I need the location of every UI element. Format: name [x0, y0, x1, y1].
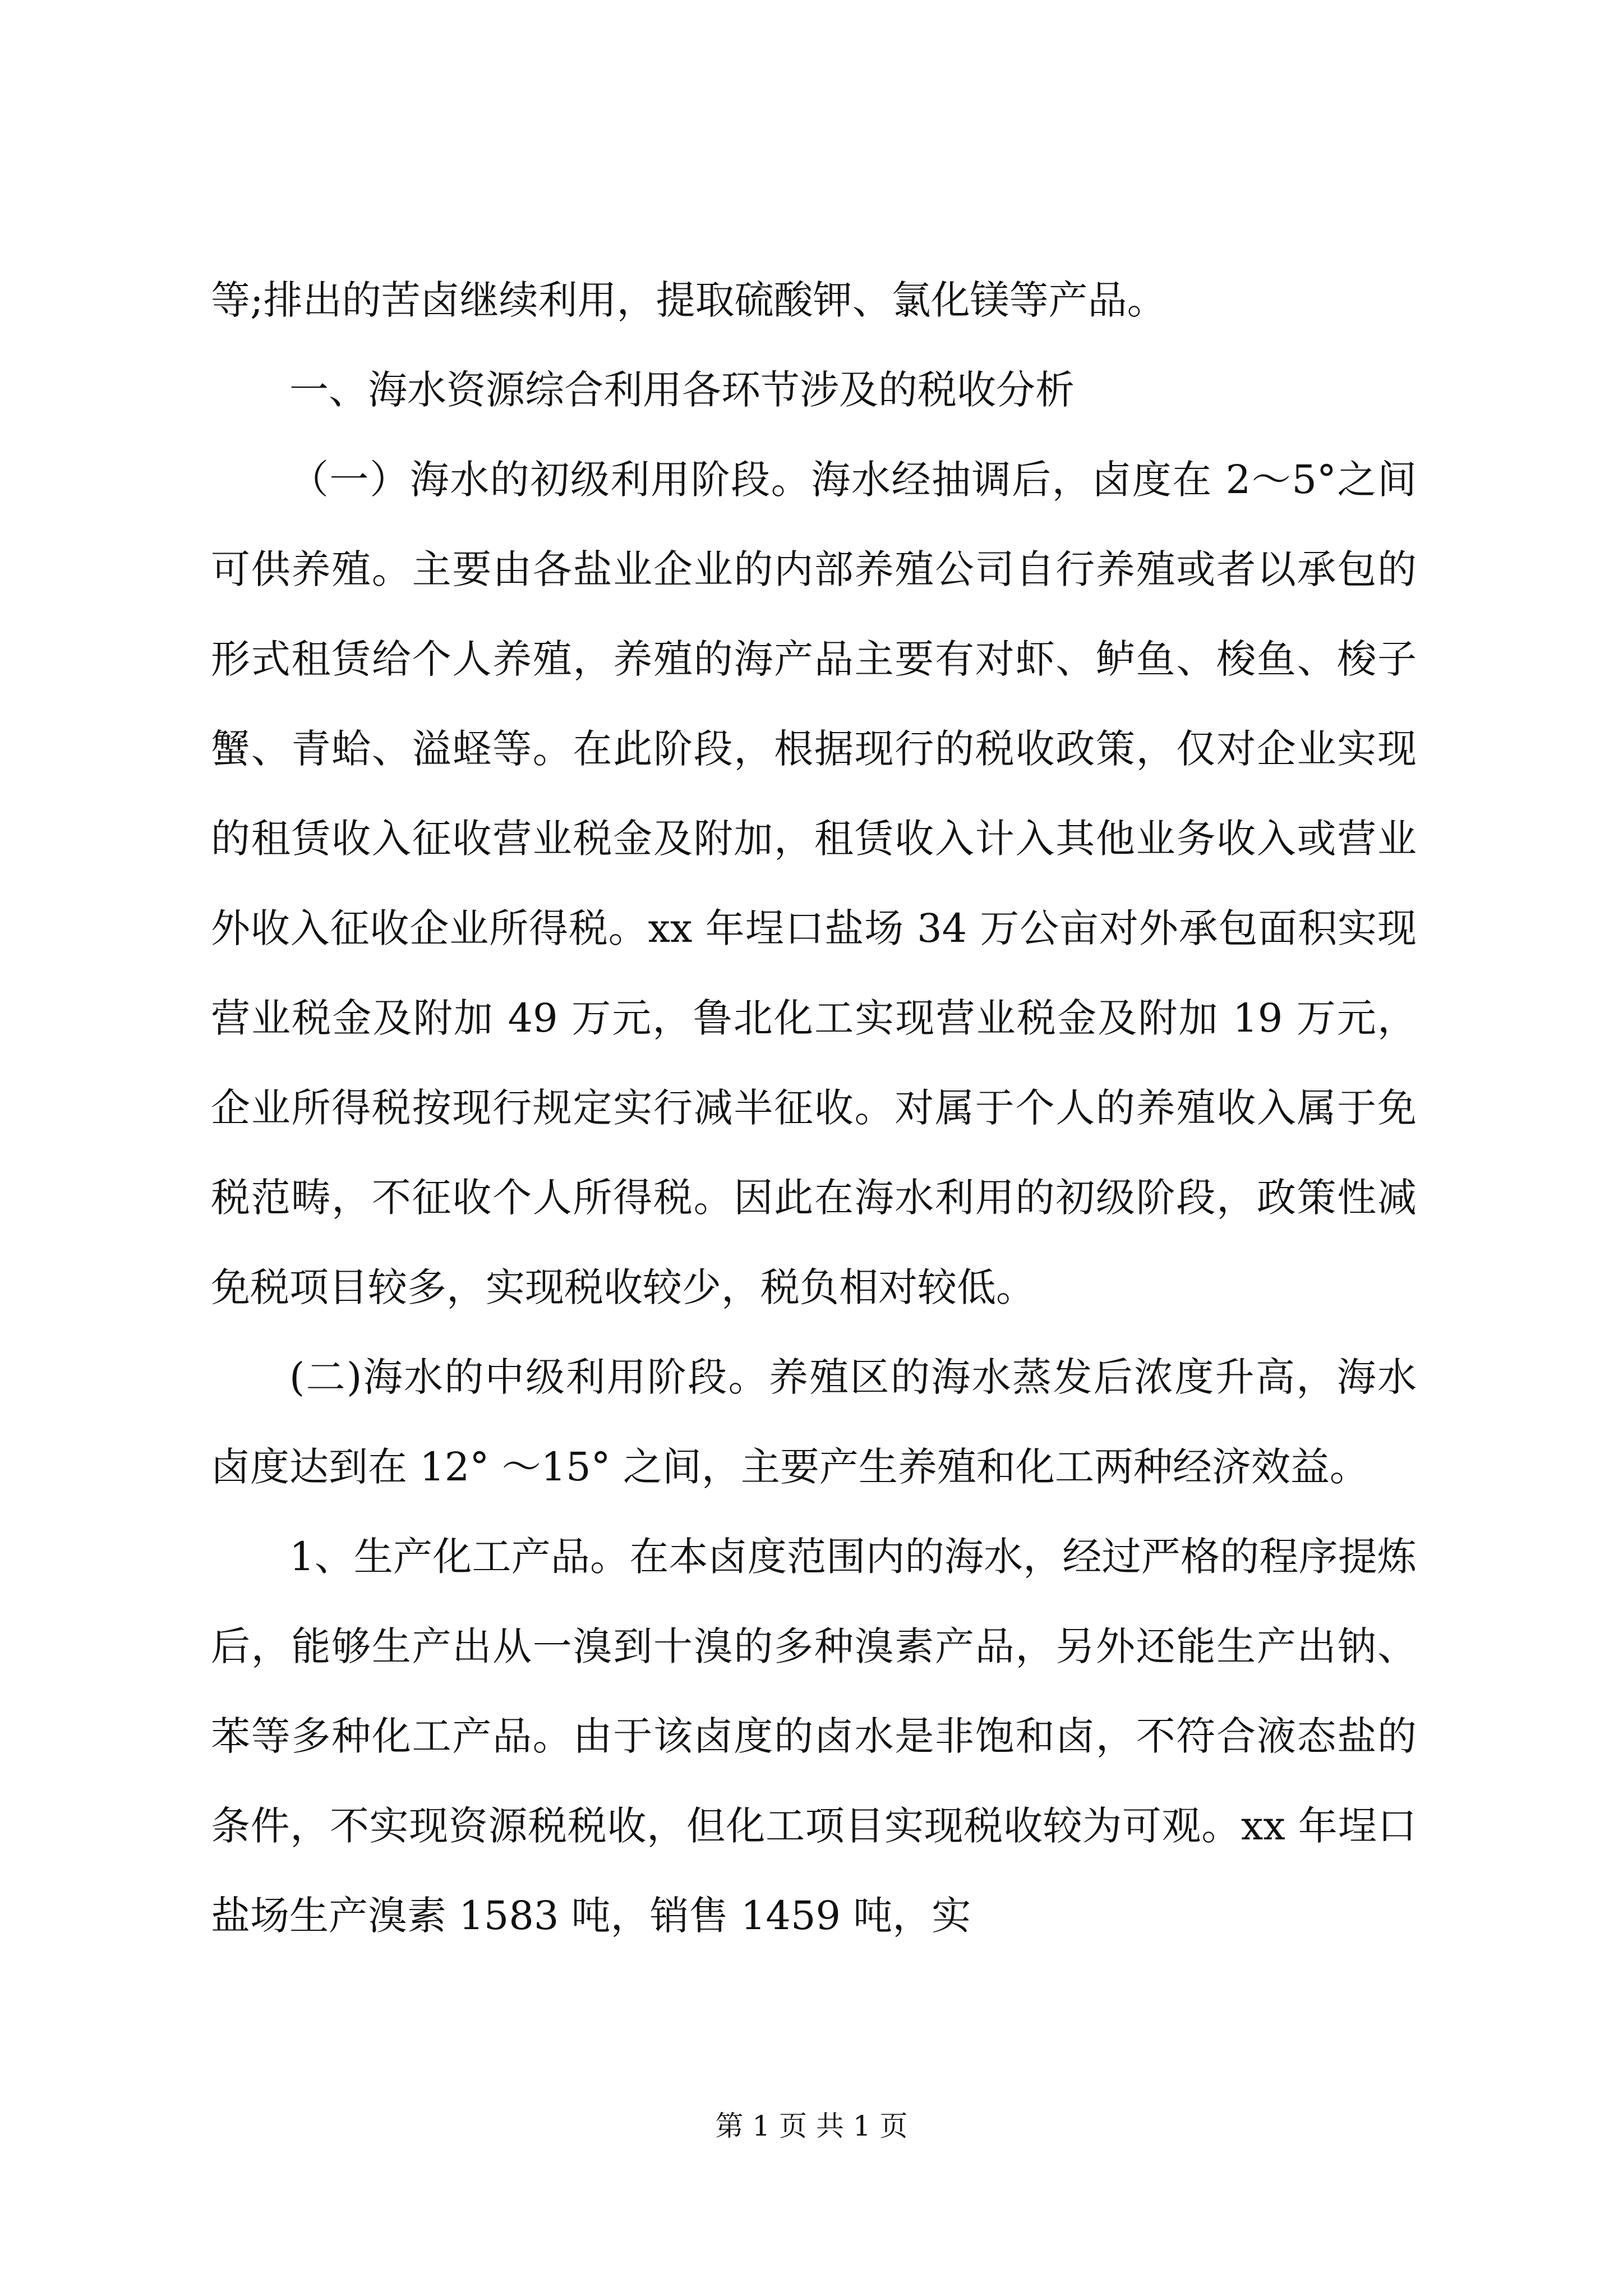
document-body: [211, 255, 1417, 1961]
paragraph-primary-stage: （一）海水的初级利用阶段。海水经抽调后，卤度在 2～5°之间可供养殖。主要由各盐业企业的内部养殖公司自行养殖或者以承包的形式租赁给个人养殖，养殖的海产品主要有对虾、鲈鱼、梭鱼、梭子蟹、青蛤、溢蛏等。在此阶段，根据现行的税收政策，仅对企业实现的租赁收入征收营业税金及附加，租赁收入计入其他业务收入或营业外收入征收企业所得税。xx 年埕口盐场 34 万公亩对外承包面积实现营业税金及附加 49 万元，鲁北化工实现营业税金及附加 19 万元，企业所得税按现行规定实行减半征收。对属于个人的养殖收入属于免税范畴，不征收个人所得税。因此在海水利用的初级阶段，政策性减免税项目较多，实现税收较少，税负相对较低。: [211, 457, 1417, 1310]
section-heading: 一、海水资源综合利用各环节涉及的税收分析: [289, 367, 1075, 413]
paragraph-chemical-products: 1、生产化工产品。在本卤度范围内的海水，经过严格的程序提炼后，能够生产出从一溴到十溴的多种溴素产品，另外还能生产出钠、苯等多种化工产品。由于该卤度的卤水是非饱和卤，不符合液态盐的条件，不实现资源税税收，但化工项目实现税收较为可观。xx 年埕口盐场生产溴素 1583 吨，销售 1459 吨，实: [211, 1534, 1417, 1939]
paragraph-continuation: 等;排出的苦卤继续利用，提取硫酸钾、氯化镁等产品。: [211, 277, 1166, 323]
paragraph-intermediate-stage: (二)海水的中级利用阶段。养殖区的海水蒸发后浓度升高，海水卤度达到在 12° ～15° 之间，主要产生养殖和化工两种经济效益。: [211, 1354, 1417, 1490]
page-footer: 第 1 页 共 1 页: [715, 2110, 908, 2142]
